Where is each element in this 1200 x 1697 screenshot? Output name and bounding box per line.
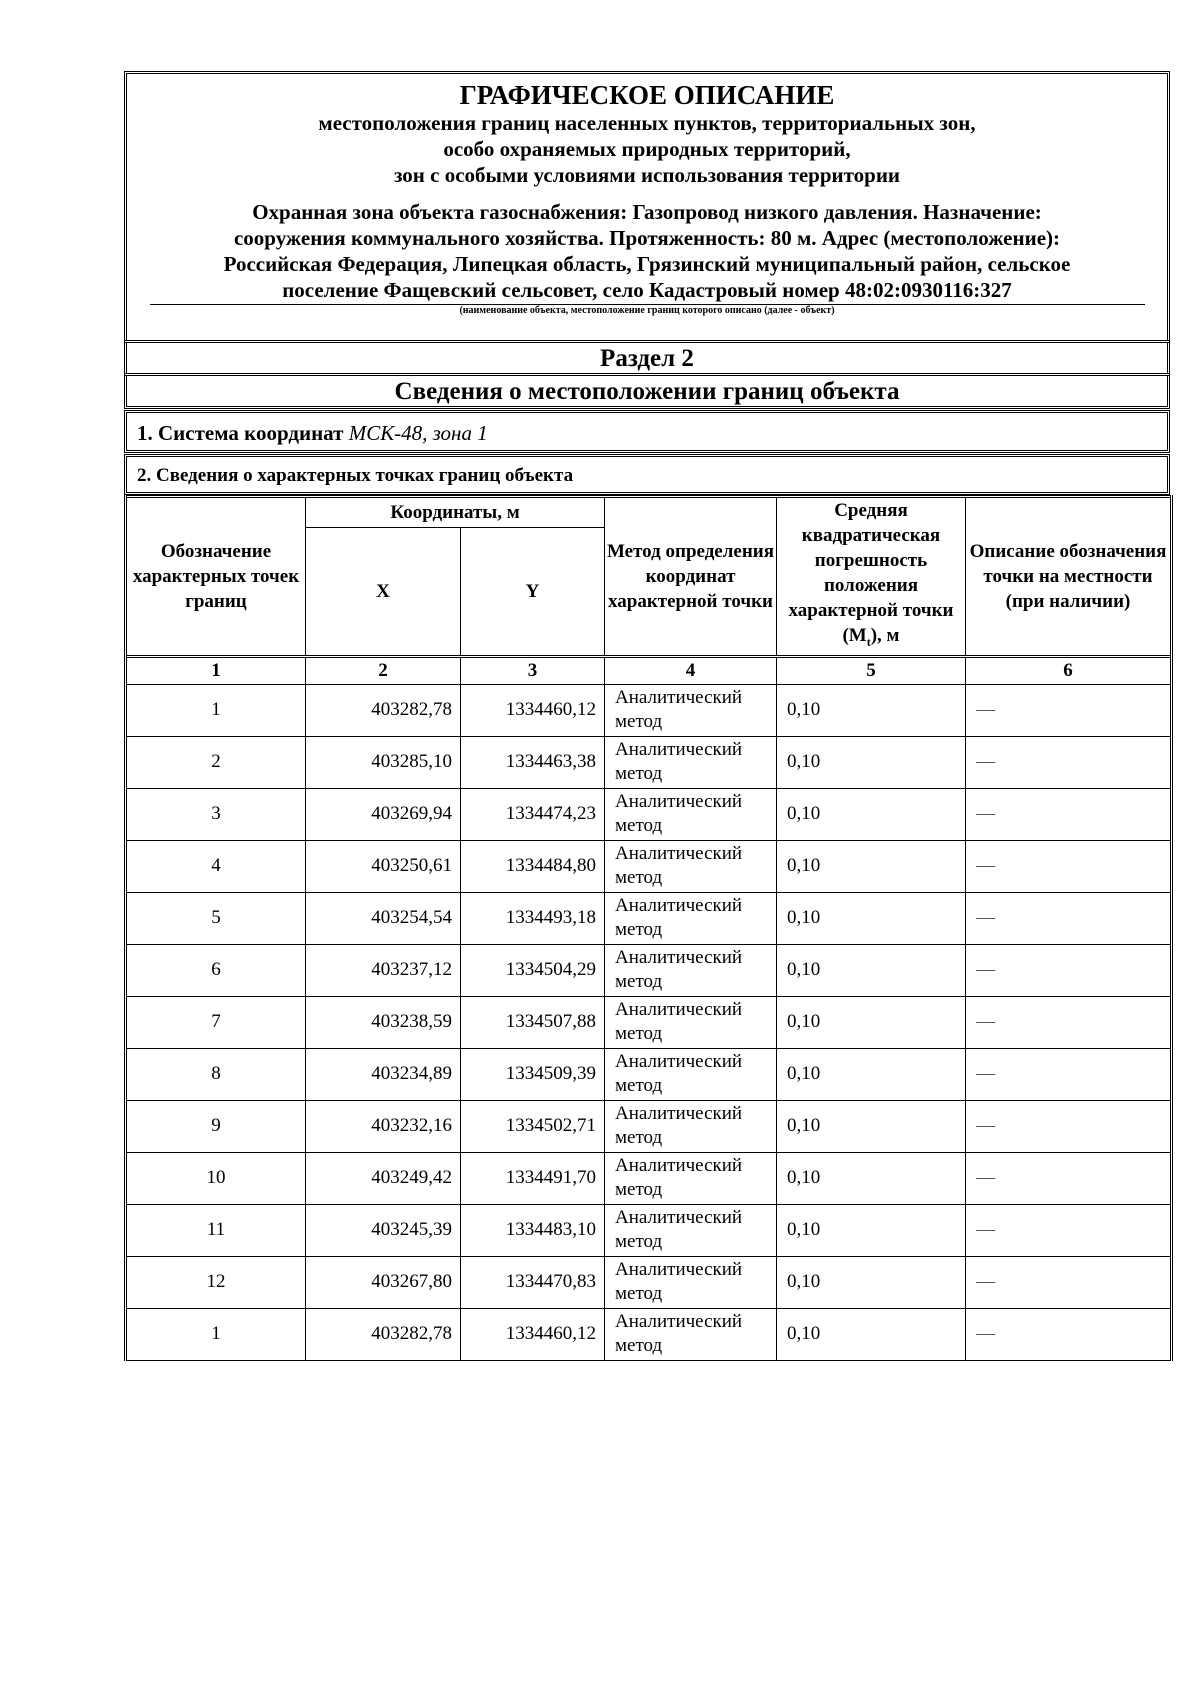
subtitle-line-3: зон с особыми условиями использования территории [393,163,901,187]
error-value: 0,10 [777,944,966,996]
point-description: — [966,684,1172,736]
coord-y: 1334483,10 [461,1204,605,1256]
error-value: 0,10 [777,996,966,1048]
header-error-prefix: Средняя квадратическая погрешность положения характерной точки (M [788,500,954,646]
error-value: 0,10 [777,684,966,736]
coord-y: 1334474,23 [461,788,605,840]
method [605,1308,777,1360]
coord-x: 403250,61 [306,840,461,892]
coord-x: 403269,94 [306,788,461,840]
coord-y: 1334460,12 [461,684,605,736]
point-description: — [966,892,1172,944]
point-id: 9 [126,1100,306,1152]
coord-x: 403249,42 [306,1152,461,1204]
point-description: — [966,840,1172,892]
coord-x: 403267,80 [306,1256,461,1308]
object-caption: (наименование объекта, местоположение границ которого описано (далее - объект) [459,305,835,316]
point-description: — [966,788,1172,840]
coord-x: 403237,12 [306,944,461,996]
method-line-2: метод [615,867,663,889]
coord-x: 403232,16 [306,1100,461,1152]
method [605,1048,777,1100]
header-description: Описание обозначения точки на местности (при наличии) [966,497,1172,657]
method-line-1: Аналитический [615,1207,743,1229]
error-value: 0,10 [777,1100,966,1152]
object-line-3: Российская Федерация, Липецкая область, Грязинский муниципальный район, сельское [223,252,1071,276]
point-id: 7 [126,996,306,1048]
method-line-1: Аналитический [615,739,743,761]
coord-y: 1334470,83 [461,1256,605,1308]
header-coordinates: Координаты, м [306,497,605,528]
method-line-2: метод [615,1335,663,1357]
column-number-6: 6 [966,656,1172,684]
column-number-4: 4 [605,656,777,684]
subtitle-line-1: местоположения границ населенных пунктов, территориальных зон, [318,111,976,135]
error-value: 0,10 [777,1204,966,1256]
method-line-2: метод [615,815,663,837]
column-number-2: 2 [306,656,461,684]
method-line-2: метод [615,1075,663,1097]
table-row [126,684,1172,736]
error-value: 0,10 [777,1256,966,1308]
method-line-2: метод [615,763,663,785]
coord-x: 403282,78 [306,1308,461,1360]
table-row [126,892,1172,944]
point-description: — [966,1100,1172,1152]
column-number-3: 3 [461,656,605,684]
error-value: 0,10 [777,892,966,944]
method [605,944,777,996]
coord-y: 1334460,12 [461,1308,605,1360]
coord-x: 403238,59 [306,996,461,1048]
document-title: ГРАФИЧЕСКОЕ ОПИСАНИЕ [459,80,835,110]
coord-y: 1334504,29 [461,944,605,996]
method [605,1204,777,1256]
method-line-2: метод [615,1283,663,1305]
method-line-1: Аналитический [615,947,743,969]
point-description: — [966,736,1172,788]
column-number-5: 5 [777,656,966,684]
method [605,1256,777,1308]
coordinate-system [124,410,1170,453]
coordinate-system-label: 1. Система координат [137,421,349,445]
table-row [126,1308,1172,1360]
point-id: 11 [126,1204,306,1256]
point-id: 2 [126,736,306,788]
coord-y: 1334493,18 [461,892,605,944]
points-heading: 2. Сведения о характерных точках границ объекта [124,454,1170,495]
method [605,1152,777,1204]
object-line-4: поселение Фащевский сельсовет, село Кадастровый номер 48:02:0930116:327 [282,278,1012,302]
header-designation: Обозначение характерных точек границ [126,497,306,657]
point-description: — [966,944,1172,996]
method [605,736,777,788]
subtitle-line-2: особо охраняемых природных территорий, [443,137,851,161]
method-line-2: метод [615,919,663,941]
point-description: — [966,996,1172,1048]
point-id: 6 [126,944,306,996]
table-row [126,840,1172,892]
table-row [126,1152,1172,1204]
coord-y: 1334502,71 [461,1100,605,1152]
point-id: 1 [126,684,306,736]
point-id: 10 [126,1152,306,1204]
header-y: Y [461,527,605,656]
table-row [126,1100,1172,1152]
point-id: 1 [126,1308,306,1360]
section-number: Раздел 2 [124,340,1170,376]
point-description: — [966,1308,1172,1360]
table-row [126,1048,1172,1100]
table-row [126,996,1172,1048]
table-row [126,1256,1172,1308]
method-line-1: Аналитический [615,1259,743,1281]
header-x: X [306,527,461,656]
point-id: 4 [126,840,306,892]
section-title: Сведения о местоположении границ объекта [124,373,1170,409]
error-value: 0,10 [777,1308,966,1360]
object-line-2: сооружения коммунального хозяйства. Протяженность: 80 м. Адрес (местоположение): [233,226,1061,250]
point-description: — [966,1048,1172,1100]
header-method: Метод определения координат характерной точки [605,497,777,657]
header-error [777,497,966,657]
method-line-1: Аналитический [615,895,743,917]
document-page [124,71,1170,1361]
error-value: 0,10 [777,1152,966,1204]
point-id: 3 [126,788,306,840]
method-line-2: метод [615,1179,663,1201]
point-description: — [966,1152,1172,1204]
header-error-suffix: ), м [870,625,900,646]
coord-y: 1334463,38 [461,736,605,788]
coord-y: 1334507,88 [461,996,605,1048]
point-description: — [966,1204,1172,1256]
method-line-1: Аналитический [615,1311,743,1333]
coord-y: 1334484,80 [461,840,605,892]
error-value: 0,10 [777,736,966,788]
coord-x: 403254,54 [306,892,461,944]
coord-x: 403285,10 [306,736,461,788]
column-number-1: 1 [126,656,306,684]
points-table-body [126,684,1172,1360]
method [605,788,777,840]
coord-x: 403282,78 [306,684,461,736]
point-description: — [966,1256,1172,1308]
method-line-1: Аналитический [615,843,743,865]
points-table [124,495,1173,1361]
method [605,1100,777,1152]
method [605,996,777,1048]
header-error-sub: t [866,634,871,649]
method-line-2: метод [615,711,663,733]
table-row [126,788,1172,840]
method-line-1: Аналитический [615,687,743,709]
point-id: 5 [126,892,306,944]
method-line-2: метод [615,1023,663,1045]
method-line-1: Аналитический [615,1103,743,1125]
coord-x: 403245,39 [306,1204,461,1256]
header-block [124,71,1170,343]
method [605,684,777,736]
point-id: 8 [126,1048,306,1100]
coordinate-system-value: МСК-48, зона 1 [348,421,488,445]
coord-x: 403234,89 [306,1048,461,1100]
table-row [126,736,1172,788]
method-line-1: Аналитический [615,999,743,1021]
method-line-2: метод [615,971,663,993]
error-value: 0,10 [777,788,966,840]
method [605,892,777,944]
coord-y: 1334509,39 [461,1048,605,1100]
table-row [126,1204,1172,1256]
method-line-1: Аналитический [615,791,743,813]
coord-y: 1334491,70 [461,1152,605,1204]
method-line-2: метод [615,1231,663,1253]
method-line-1: Аналитический [615,1155,743,1177]
method-line-1: Аналитический [615,1051,743,1073]
table-row [126,944,1172,996]
object-line-1: Охранная зона объекта газоснабжения: Газопровод низкого давления. Назначение: [252,200,1042,224]
error-value: 0,10 [777,840,966,892]
method-line-2: метод [615,1127,663,1149]
point-id: 12 [126,1256,306,1308]
error-value: 0,10 [777,1048,966,1100]
method [605,840,777,892]
